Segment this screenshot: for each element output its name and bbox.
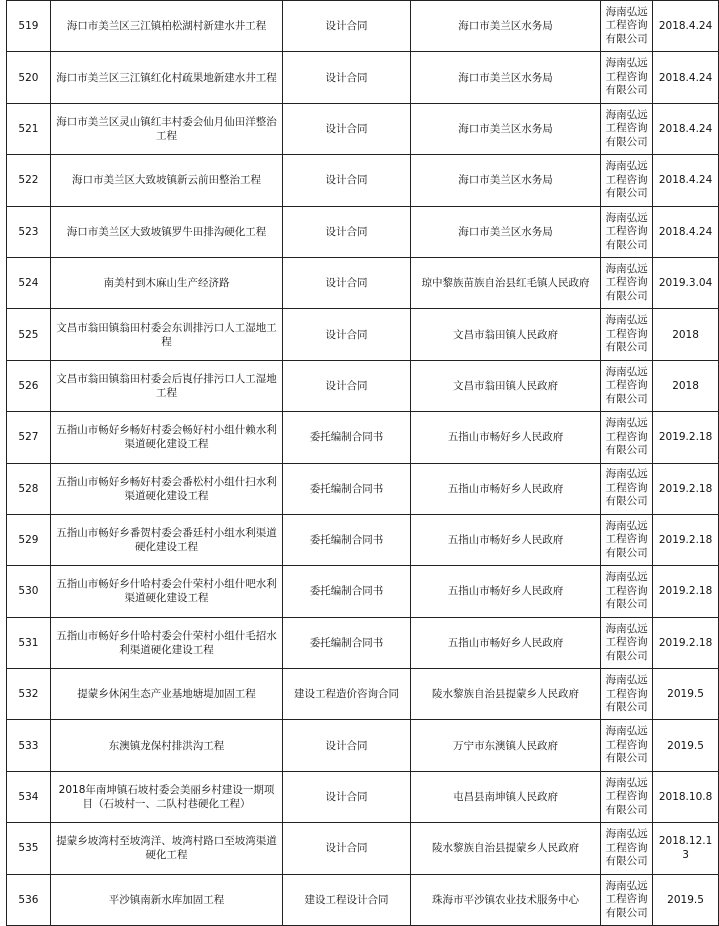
design-unit: 海南弘远工程咨询有限公司 <box>601 360 653 411</box>
contract-date: 2018.4.24 <box>653 1 719 52</box>
row-number: 527 <box>7 412 51 463</box>
contract-date: 2018.4.24 <box>653 155 719 206</box>
design-unit: 海南弘远工程咨询有限公司 <box>601 206 653 257</box>
project-name: 海口市美兰区三江镇柏松湖村新建水井工程 <box>50 1 282 52</box>
client-name: 陵水黎族自治县提蒙乡人民政府 <box>410 669 600 720</box>
design-unit: 海南弘远工程咨询有限公司 <box>601 257 653 308</box>
table-row <box>7 257 719 308</box>
contract-type: 委托编制合同书 <box>283 463 411 514</box>
design-unit: 海南弘远工程咨询有限公司 <box>601 103 653 154</box>
design-unit: 海南弘远工程咨询有限公司 <box>601 309 653 360</box>
contract-table <box>6 0 719 926</box>
design-unit: 海南弘远工程咨询有限公司 <box>601 52 653 103</box>
contract-type: 设计合同 <box>283 155 411 206</box>
design-unit: 海南弘远工程咨询有限公司 <box>601 617 653 668</box>
contract-type: 委托编制合同书 <box>283 617 411 668</box>
contract-date: 2019.2.18 <box>653 514 719 565</box>
table-row <box>7 360 719 411</box>
table-row <box>7 52 719 103</box>
design-unit: 海南弘远工程咨询有限公司 <box>601 669 653 720</box>
project-name: 五指山市畅好乡番贺村委会番廷村小组水利渠道硬化建设工程 <box>50 514 282 565</box>
row-number: 522 <box>7 155 51 206</box>
client-name: 海口市美兰区水务局 <box>410 1 600 52</box>
design-unit: 海南弘远工程咨询有限公司 <box>601 155 653 206</box>
contract-type: 委托编制合同书 <box>283 566 411 617</box>
client-name: 五指山市畅好乡人民政府 <box>410 566 600 617</box>
contract-type: 建设工程造价咨询合同 <box>283 669 411 720</box>
project-name: 五指山市畅好乡畅好村委会畅好村小组什赖水利渠道硬化建设工程 <box>50 412 282 463</box>
client-name: 海口市美兰区水务局 <box>410 52 600 103</box>
project-name: 海口市美兰区大致坡镇罗牛田排沟硬化工程 <box>50 206 282 257</box>
project-name: 海口市美兰区大致坡镇新云前田整治工程 <box>50 155 282 206</box>
table-row <box>7 669 719 720</box>
client-name: 五指山市畅好乡人民政府 <box>410 514 600 565</box>
contract-type: 设计合同 <box>283 823 411 874</box>
row-number: 523 <box>7 206 51 257</box>
contract-date: 2019.5 <box>653 874 719 925</box>
client-name: 海口市美兰区水务局 <box>410 155 600 206</box>
contract-type: 设计合同 <box>283 309 411 360</box>
client-name: 五指山市畅好乡人民政府 <box>410 412 600 463</box>
contract-type: 设计合同 <box>283 206 411 257</box>
design-unit: 海南弘远工程咨询有限公司 <box>601 514 653 565</box>
project-name: 五指山市畅好乡畅好村委会番松村小组什扫水利渠道硬化建设工程 <box>50 463 282 514</box>
contract-date: 2019.2.18 <box>653 566 719 617</box>
client-name: 文昌市翁田镇人民政府 <box>410 309 600 360</box>
row-number: 534 <box>7 771 51 822</box>
contract-date: 2019.2.18 <box>653 412 719 463</box>
design-unit: 海南弘远工程咨询有限公司 <box>601 1 653 52</box>
client-name: 陵水黎族自治县提蒙乡人民政府 <box>410 823 600 874</box>
table-row <box>7 566 719 617</box>
contract-type: 设计合同 <box>283 1 411 52</box>
project-name: 东澳镇龙保村排洪沟工程 <box>50 720 282 771</box>
client-name: 万宁市东澳镇人民政府 <box>410 720 600 771</box>
table-body <box>7 1 719 926</box>
row-number: 524 <box>7 257 51 308</box>
table-row <box>7 823 719 874</box>
design-unit: 海南弘远工程咨询有限公司 <box>601 823 653 874</box>
client-name: 屯昌县南坤镇人民政府 <box>410 771 600 822</box>
client-name: 珠海市平沙镇农业技术服务中心 <box>410 874 600 925</box>
table-row <box>7 155 719 206</box>
contract-type: 设计合同 <box>283 103 411 154</box>
contract-type: 设计合同 <box>283 360 411 411</box>
contract-date: 2019.5 <box>653 720 719 771</box>
table-row <box>7 720 719 771</box>
design-unit: 海南弘远工程咨询有限公司 <box>601 771 653 822</box>
contract-type: 设计合同 <box>283 257 411 308</box>
contract-date: 2019.2.18 <box>653 463 719 514</box>
table-row <box>7 103 719 154</box>
client-name: 琼中黎族苗族自治县红毛镇人民政府 <box>410 257 600 308</box>
project-name: 南美村到木麻山生产经济路 <box>50 257 282 308</box>
project-name: 提蒙乡休闲生态产业基地塘堤加固工程 <box>50 669 282 720</box>
client-name: 五指山市畅好乡人民政府 <box>410 617 600 668</box>
contract-date: 2018.12.13 <box>653 823 719 874</box>
contract-date: 2018.4.24 <box>653 52 719 103</box>
design-unit: 海南弘远工程咨询有限公司 <box>601 566 653 617</box>
contract-date: 2018.10.8 <box>653 771 719 822</box>
project-name: 海口市美兰区三江镇红化村疏果地新建水井工程 <box>50 52 282 103</box>
contract-type: 设计合同 <box>283 52 411 103</box>
client-name: 五指山市畅好乡人民政府 <box>410 463 600 514</box>
contract-type: 设计合同 <box>283 720 411 771</box>
table-row <box>7 874 719 925</box>
project-name: 海口市美兰区灵山镇红丰村委会仙月仙田洋整治工程 <box>50 103 282 154</box>
row-number: 525 <box>7 309 51 360</box>
project-name: 平沙镇南新水库加固工程 <box>50 874 282 925</box>
contract-type: 委托编制合同书 <box>283 412 411 463</box>
row-number: 533 <box>7 720 51 771</box>
table-row <box>7 206 719 257</box>
row-number: 535 <box>7 823 51 874</box>
table-row <box>7 771 719 822</box>
client-name: 文昌市翁田镇人民政府 <box>410 360 600 411</box>
table-row <box>7 412 719 463</box>
contract-date: 2019.5 <box>653 669 719 720</box>
contract-date: 2018.4.24 <box>653 103 719 154</box>
row-number: 526 <box>7 360 51 411</box>
row-number: 531 <box>7 617 51 668</box>
project-name: 提蒙乡坡湾村至坡湾洋、坡湾村路口至坡湾渠道硬化工程 <box>50 823 282 874</box>
project-name: 文昌市翁田镇翁田村委会东训排污口人工湿地工程 <box>50 309 282 360</box>
project-name: 五指山市畅好乡什哈村委会什荣村小组什毛招水利渠道硬化建设工程 <box>50 617 282 668</box>
row-number: 530 <box>7 566 51 617</box>
client-name: 海口市美兰区水务局 <box>410 206 600 257</box>
table-row <box>7 617 719 668</box>
table-row <box>7 1 719 52</box>
contract-type: 建设工程设计合同 <box>283 874 411 925</box>
client-name: 海口市美兰区水务局 <box>410 103 600 154</box>
project-name: 2018年南坤镇石坡村委会美丽乡村建设一期项目（石坡村一、二队村巷硬化工程） <box>50 771 282 822</box>
contract-date: 2018 <box>653 309 719 360</box>
contract-date: 2019.2.18 <box>653 617 719 668</box>
row-number: 521 <box>7 103 51 154</box>
design-unit: 海南弘远工程咨询有限公司 <box>601 874 653 925</box>
contract-date: 2019.3.04 <box>653 257 719 308</box>
project-name: 五指山市畅好乡什哈村委会什荣村小组什吧水利渠道硬化建设工程 <box>50 566 282 617</box>
table-row <box>7 514 719 565</box>
row-number: 520 <box>7 52 51 103</box>
row-number: 532 <box>7 669 51 720</box>
row-number: 519 <box>7 1 51 52</box>
contract-type: 设计合同 <box>283 771 411 822</box>
contract-type: 委托编制合同书 <box>283 514 411 565</box>
project-name: 文昌市翁田镇翁田村委会后崀仔排污口人工湿地工程 <box>50 360 282 411</box>
row-number: 528 <box>7 463 51 514</box>
design-unit: 海南弘远工程咨询有限公司 <box>601 720 653 771</box>
row-number: 529 <box>7 514 51 565</box>
table-row <box>7 309 719 360</box>
contract-date: 2018.4.24 <box>653 206 719 257</box>
design-unit: 海南弘远工程咨询有限公司 <box>601 463 653 514</box>
row-number: 536 <box>7 874 51 925</box>
table-row <box>7 463 719 514</box>
design-unit: 海南弘远工程咨询有限公司 <box>601 412 653 463</box>
contract-date: 2018 <box>653 360 719 411</box>
